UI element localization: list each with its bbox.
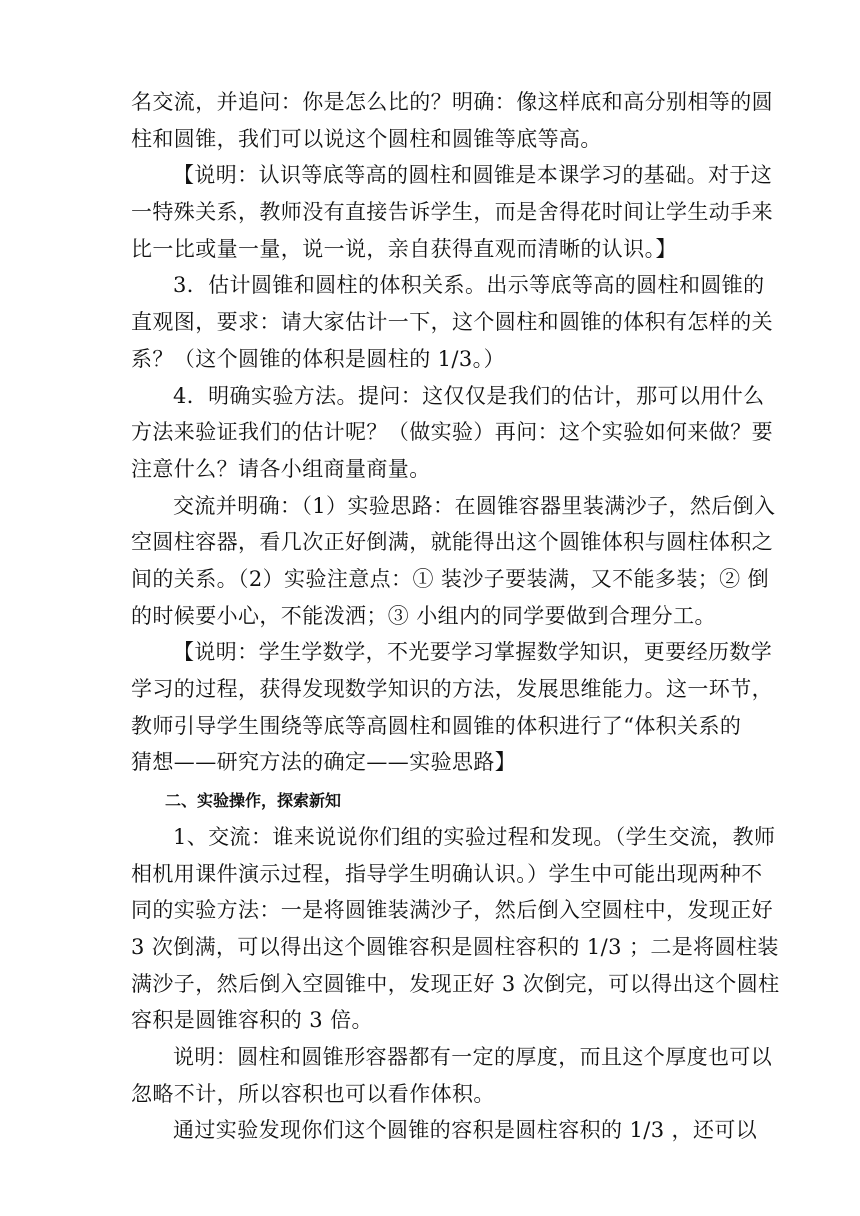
text-line: 同的实验方法：一是将圆锥装满沙子，然后倒入空圆柱中，发现正好 <box>131 898 773 922</box>
text-line: 【说明：认识等底等高的圆柱和圆锥是本课学习的基础。对于这 <box>173 163 773 187</box>
section-heading: 二、实验操作，探索新知 <box>165 791 342 810</box>
text-line: 猜想——研究方法的确定——实验思路】 <box>131 750 517 774</box>
text-line: 容积是圆锥容积的 3 倍。 <box>131 1008 373 1032</box>
text-line: 1、交流：谁来说说你们组的实验过程和发现。（学生交流，教师 <box>173 825 776 849</box>
text-line: 相机用课件演示过程，指导学生明确认识。）学生中可能出现两种不 <box>131 862 763 886</box>
text-line: 4．明确实验方法。提问：这仅仅是我们的估计，那可以用什么 <box>173 384 765 408</box>
text-line: 比一比或量一量，说一说，亲自获得直观而清晰的认识。】 <box>131 237 677 261</box>
text-line: 学习的过程，获得发现数学知识的方法，发展思维能力。这一环节， <box>131 677 773 701</box>
text-line: 名交流，并追问：你是怎么比的？明确：像这样底和高分别相等的圆 <box>131 90 773 114</box>
text-line: 忽略不计，所以容积也可以看作体积。 <box>131 1082 495 1106</box>
text-line: 直观图，要求：请大家估计一下，这个圆柱和圆锥的体积有怎样的关 <box>131 310 773 334</box>
text-line: 间的关系。（2）实验注意点：① 装沙子要装满，又不能多装；② 倒 <box>131 567 770 591</box>
text-line: 空圆柱容器，看几次正好倒满，就能得出这个圆锥体积与圆柱体积之 <box>131 530 773 554</box>
text-line: 系？（这个圆锥的体积是圆柱的 1/3。） <box>131 347 505 371</box>
text-line: 一特殊关系，教师没有直接告诉学生，而是舍得花时间让学生动手来 <box>131 200 773 224</box>
text-line: 交流并明确：（1）实验思路：在圆锥容器里装满沙子，然后倒入 <box>173 494 776 518</box>
text-line: 的时候要小心，不能泼洒；③ 小组内的同学要做到合理分工。 <box>131 604 716 628</box>
text-line: 说明：圆柱和圆锥形容器都有一定的厚度，而且这个厚度也可以 <box>173 1045 773 1069</box>
text-line: 3 次倒满，可以得出这个圆锥容积是圆柱容积的 1/3 ；二是将圆柱装 <box>131 935 779 959</box>
text-line: 通过实验发现你们这个圆锥的容积是圆柱容积的 1/3 ，还可以 <box>173 1118 758 1142</box>
text-line: 方法来验证我们的估计呢？（做实验）再问：这个实验如何来做？要 <box>131 420 773 444</box>
text-line: 教师引导学生围绕等底等高圆柱和圆锥的体积进行了“体积关系的 <box>131 714 742 738</box>
text-line: 满沙子，然后倒入空圆锥中，发现正好 3 次倒完，可以得出这个圆柱 <box>131 972 780 996</box>
text-line: 【说明：学生学数学，不光要学习掌握数学知识，更要经历数学 <box>173 640 773 664</box>
text-line: 柱和圆锥，我们可以说这个圆柱和圆锥等底等高。 <box>131 127 602 151</box>
text-line: 注意什么？请各小组商量商量。 <box>131 457 431 481</box>
text-line: 3．估计圆锥和圆柱的体积关系。出示等底等高的圆柱和圆锥的 <box>173 273 765 297</box>
